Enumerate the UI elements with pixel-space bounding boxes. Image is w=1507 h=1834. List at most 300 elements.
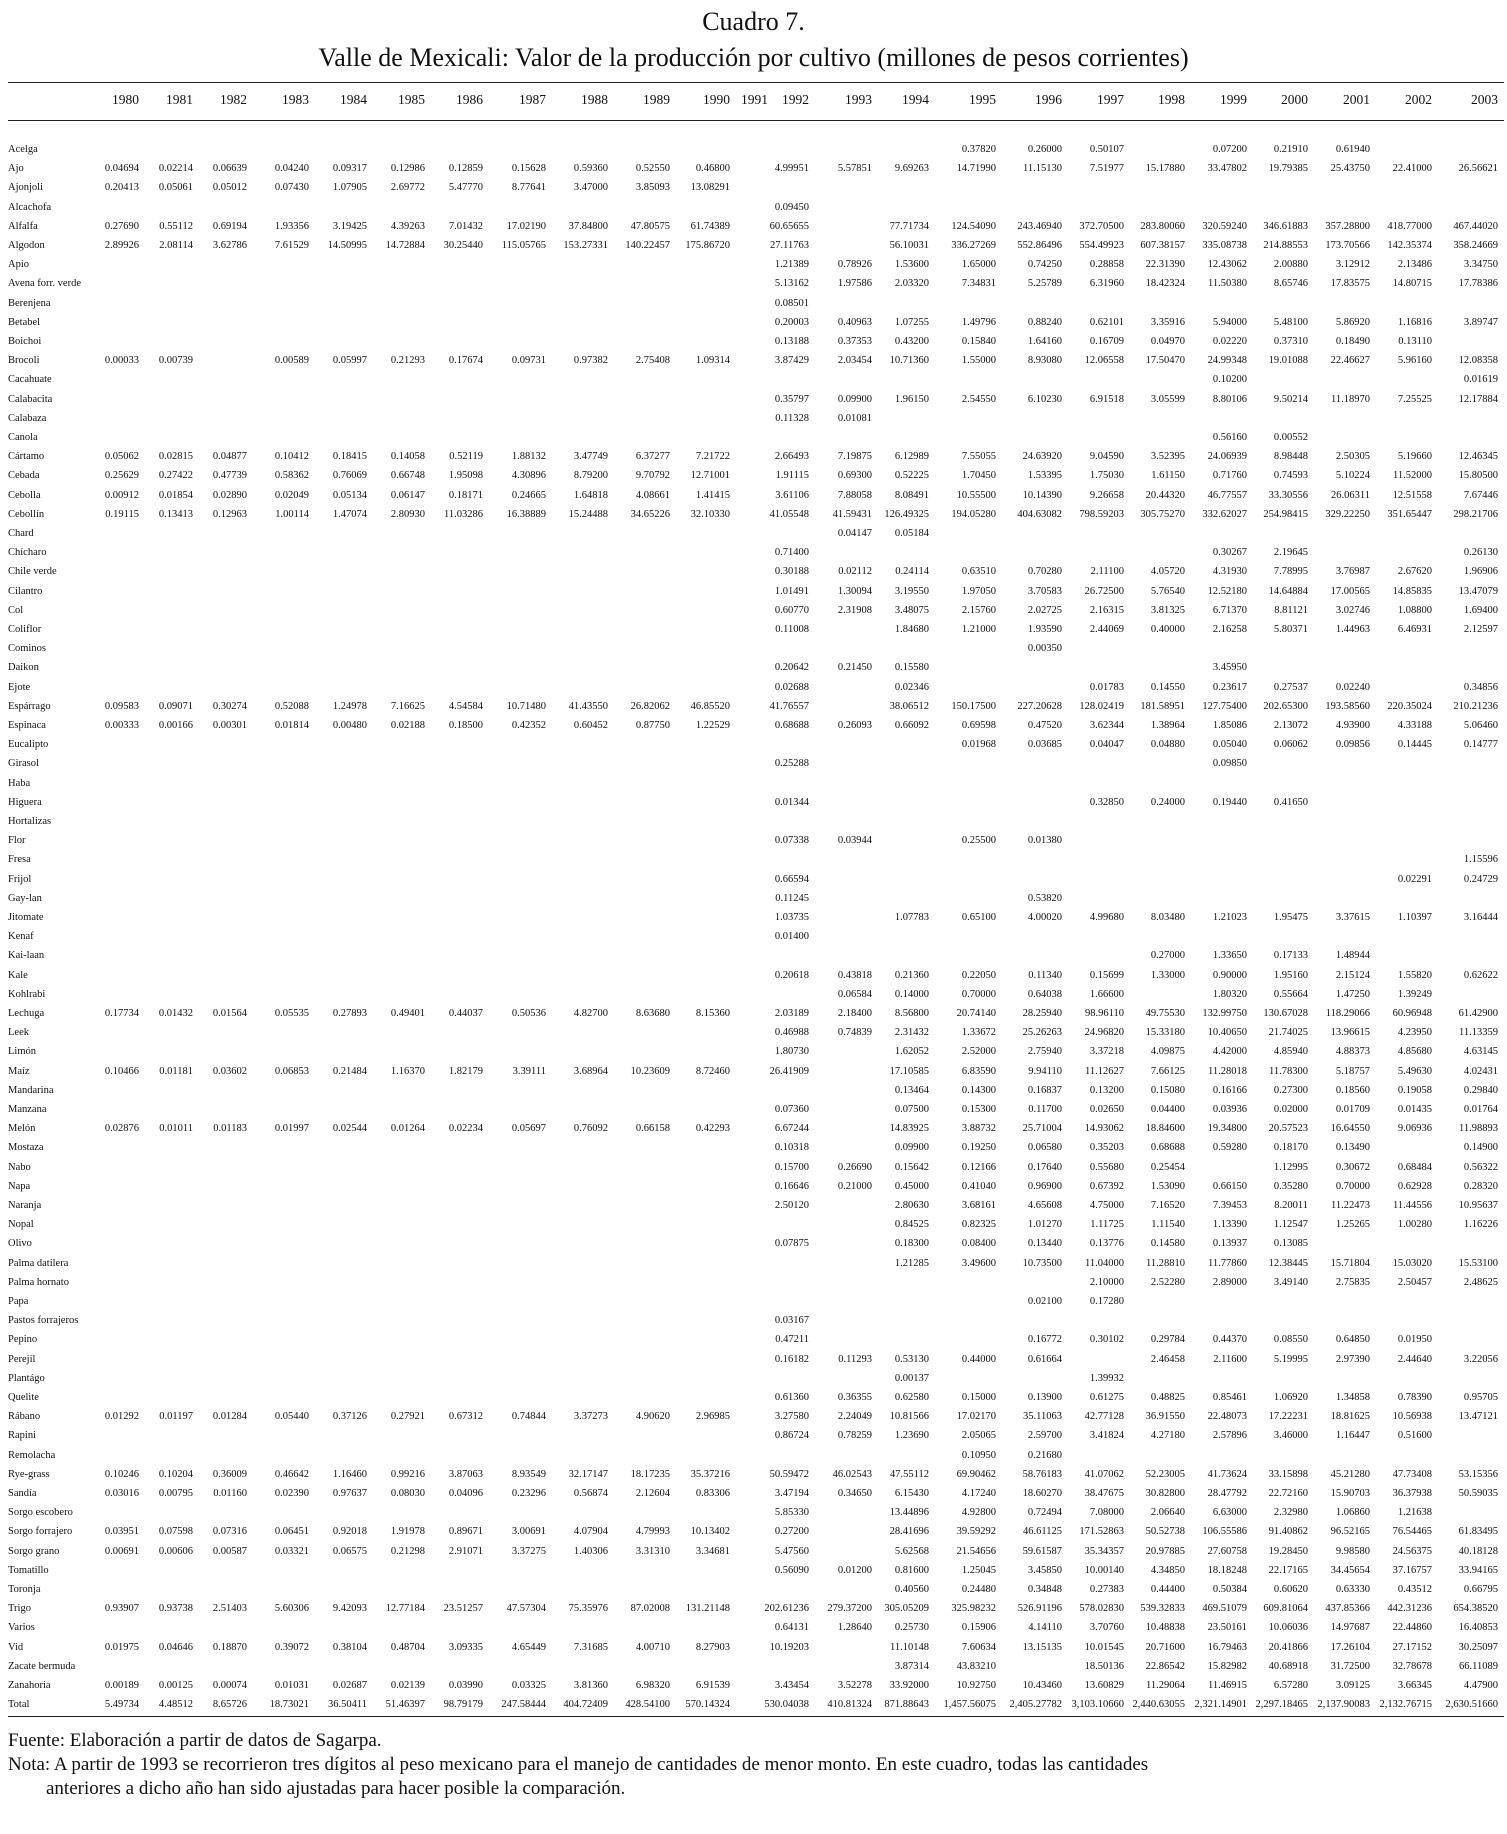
table-cell: 47.73408 (1392, 1468, 1432, 1480)
table-cell: 0.11008 (775, 624, 809, 635)
table-cell: 0.01783 (1089, 681, 1124, 693)
table-cell: 0.27383 (1089, 1584, 1124, 1595)
table-cell: 36.50411 (328, 1699, 367, 1711)
table-cell: 5.62568 (894, 1545, 929, 1557)
table-cell: 5.85330 (774, 1507, 809, 1519)
table-cell: 0.17640 (1027, 1161, 1062, 1173)
table-cell: 0.49401 (390, 1008, 425, 1019)
table-cell: 60.65655 (769, 220, 809, 232)
table-cell: 10.56938 (1392, 1411, 1432, 1423)
table-cell: 28.25940 (1022, 1008, 1062, 1019)
table-cell: 0.70000 (1335, 1180, 1370, 1192)
table-cell: 1.84680 (894, 624, 929, 635)
table-cell: 14.93062 (1084, 1123, 1124, 1135)
table-cell: 3.09335 (448, 1641, 483, 1653)
table-cell: 1.82179 (448, 1065, 483, 1077)
table-cell: 18.18248 (1207, 1564, 1247, 1576)
table-cell: 0.37353 (837, 336, 872, 347)
column-header-year: 1992 (782, 92, 809, 107)
table-cell: 0.01564 (212, 1008, 247, 1019)
table-cell: 2.03189 (774, 1008, 809, 1019)
table-cell: 0.52550 (635, 163, 670, 175)
table-cell: 12.43062 (1207, 259, 1247, 271)
table-cell: 26.06311 (1331, 489, 1370, 501)
table-cell: 3.05599 (1150, 393, 1185, 405)
table-cell: 10.00140 (1084, 1564, 1124, 1576)
table-cell: 14.83925 (889, 1123, 929, 1135)
table-cell: 4.99951 (774, 163, 809, 175)
table-cell: 7.25525 (1397, 393, 1432, 405)
table-cell: 1.53395 (1027, 470, 1062, 482)
table-cell: 798.59203 (1079, 508, 1124, 520)
table-cell: 0.04147 (837, 528, 872, 539)
table-cell: 1.34858 (1335, 1392, 1370, 1403)
table-cell: 22.46627 (1330, 355, 1370, 367)
table-cell: 0.16772 (1027, 1334, 1062, 1346)
table-cell: 0.10204 (158, 1468, 193, 1480)
table-cell: 2.75940 (1027, 1046, 1062, 1058)
table-cell: 20.41866 (1268, 1641, 1308, 1653)
table-cell: 0.38104 (332, 1641, 367, 1653)
table-cell: 56.10031 (889, 240, 929, 251)
table-cell: 21.54656 (956, 1545, 996, 1557)
table-cell: 0.04694 (104, 163, 139, 175)
table-cell: 11.77860 (1208, 1257, 1247, 1269)
table-cell: 4.85680 (1397, 1046, 1432, 1058)
row-label-crop: Kohlrabi (8, 988, 46, 1000)
table-cell: 4.09875 (1150, 1046, 1185, 1058)
table-cell: 0.46800 (695, 163, 730, 175)
table-cell: 1,457.56075 (943, 1699, 996, 1711)
table-cell: 61.42900 (1458, 1008, 1498, 1019)
table-cell: 41.07062 (1084, 1468, 1124, 1480)
row-label-crop: Olivo (8, 1238, 32, 1250)
table-cell: 0.10950 (961, 1449, 996, 1461)
row-label-crop: Tomatillo (8, 1564, 49, 1576)
table-cell: 5.25789 (1027, 278, 1062, 290)
table-cell: 4.08661 (635, 489, 670, 501)
table-cell: 8.77641 (511, 182, 546, 194)
table-cell: 1.80730 (774, 1046, 809, 1058)
table-cell: 526.91196 (1017, 1603, 1062, 1615)
table-cell: 0.07430 (274, 182, 309, 194)
table-cell: 0.11245 (775, 892, 809, 904)
table-cell: 404.63082 (1017, 508, 1062, 520)
table-cell: 0.21680 (1027, 1449, 1062, 1461)
table-cell: 35.11063 (1023, 1411, 1062, 1423)
row-label-crop: Napa (8, 1180, 31, 1192)
row-label-crop: Vid (8, 1641, 24, 1653)
table-cell: 0.67312 (448, 1411, 483, 1423)
table-cell: 0.48825 (1150, 1392, 1185, 1403)
table-cell: 0.19115 (105, 508, 139, 520)
row-label-crop: Ejote (8, 681, 31, 693)
row-label-crop: Calabacita (8, 393, 53, 405)
table-cell: 17.22231 (1268, 1411, 1308, 1423)
table-cell: 193.58560 (1325, 700, 1370, 712)
table-cell: 10.19203 (769, 1641, 809, 1653)
table-cell: 0.00301 (212, 720, 247, 731)
table-cell: 654.38520 (1453, 1603, 1498, 1615)
table-cell: 3.34681 (695, 1545, 730, 1557)
table-cell: 118.29066 (1325, 1008, 1370, 1019)
table-cell: 554.49923 (1079, 240, 1124, 251)
table-cell: 0.63510 (961, 566, 996, 578)
row-label-crop: Ajo (8, 163, 24, 175)
table-cell: 283.80060 (1140, 220, 1185, 232)
table-cell: 0.76092 (573, 1123, 608, 1135)
table-cell: 0.59280 (1212, 1142, 1247, 1154)
note-text-continued: anteriores a dicho año han sido ajustadas para hacer posible la comparación. (46, 1778, 626, 1799)
table-cell: 11.12627 (1085, 1065, 1124, 1077)
table-cell: 2.51403 (212, 1603, 247, 1615)
table-cell: 22.44860 (1392, 1622, 1432, 1634)
table-cell: 372.70500 (1079, 220, 1124, 232)
table-cell: 0.13200 (1089, 1084, 1124, 1096)
table-cell: 2.16258 (1212, 624, 1247, 635)
table-cell: 0.02000 (1273, 1104, 1308, 1115)
table-cell: 0.88240 (1027, 316, 1062, 328)
table-cell: 871.88643 (884, 1699, 929, 1711)
table-cell: 18.50136 (1084, 1660, 1124, 1672)
row-label-crop: Rapini (8, 1430, 36, 1442)
table-cell: 3.48075 (894, 604, 929, 616)
row-label-crop: Chícharo (8, 547, 47, 559)
table-cell: 0.52088 (274, 700, 309, 712)
top-rule (8, 82, 1504, 83)
table-cell: 0.06147 (390, 489, 425, 501)
table-cell: 2.06640 (1150, 1507, 1185, 1519)
table-cell: 0.24729 (1463, 873, 1498, 885)
table-cell: 0.00912 (104, 489, 139, 501)
table-cell: 4.93900 (1335, 720, 1370, 731)
table-cell: 4.82700 (573, 1008, 608, 1019)
table-cell: 38.06512 (889, 700, 929, 712)
table-cell: 0.00350 (1027, 643, 1062, 655)
table-cell: 4.92800 (961, 1507, 996, 1519)
table-cell: 1.13390 (1212, 1219, 1247, 1231)
table-cell: 0.00587 (212, 1545, 247, 1557)
table-cell: 0.12963 (212, 508, 247, 520)
table-cell: 214.88553 (1263, 240, 1308, 251)
table-cell: 3.66345 (1397, 1680, 1432, 1691)
table-cell: 6.67244 (774, 1123, 809, 1135)
table-cell: 11.04000 (1085, 1257, 1124, 1269)
table-cell: 0.25288 (774, 758, 809, 770)
table-cell: 0.18300 (894, 1238, 929, 1250)
table-cell: 609.81064 (1263, 1603, 1308, 1615)
table-cell: 115.05765 (501, 240, 546, 251)
table-cell: 0.24665 (511, 489, 546, 501)
table-cell: 0.99216 (390, 1468, 425, 1480)
table-cell: 0.15628 (511, 163, 546, 175)
table-cell: 3.02746 (1335, 604, 1370, 616)
table-cell: 35.37216 (690, 1468, 730, 1480)
table-cell: 0.15906 (961, 1622, 996, 1634)
table-cell: 5.60306 (274, 1603, 309, 1615)
table-cell: 0.61360 (774, 1392, 809, 1403)
table-cell: 0.27000 (1150, 950, 1185, 962)
table-cell: 1.95098 (448, 470, 483, 482)
table-title: Valle de Mexicali: Valor de la producción por cultivo (millones de pesos corrientes) (318, 43, 1189, 72)
table-cell: 0.52225 (894, 470, 929, 482)
row-label-crop: Fresa (8, 854, 31, 866)
row-label-crop: Ajonjoli (8, 182, 44, 194)
table-cell: 16.40853 (1458, 1622, 1498, 1634)
table-cell: 202.61236 (764, 1603, 809, 1615)
table-cell: 5.94000 (1212, 316, 1247, 328)
table-cell: 0.14580 (1150, 1238, 1185, 1250)
note-text: Nota: A partir de 1993 se recorrieron tres dígitos al peso mexicano para el manejo de cantidades de menor monto. En este cuadro, todas las cantidades (8, 1754, 1149, 1775)
table-cell: 3.62344 (1089, 720, 1124, 731)
table-cell: 6.12989 (894, 451, 929, 463)
table-cell: 5.47770 (448, 182, 483, 194)
table-cell: 4.42000 (1212, 1046, 1247, 1058)
table-cell: 37.84800 (568, 220, 608, 232)
table-cell: 0.10200 (1212, 374, 1247, 386)
table-cell: 0.61275 (1089, 1392, 1124, 1403)
table-cell: 33.15898 (1268, 1468, 1308, 1480)
table-cell: 6.15430 (894, 1488, 929, 1499)
table-cell: 2.15760 (961, 604, 996, 616)
table-cell: 1.07905 (332, 182, 367, 194)
row-label-crop: Cacahuate (8, 374, 52, 386)
table-cell: 3.49600 (961, 1257, 996, 1269)
row-label-crop: Limón (8, 1046, 36, 1058)
table-cell: 77.71734 (889, 220, 929, 232)
table-cell: 0.15000 (961, 1392, 996, 1403)
table-cell: 0.18490 (1335, 336, 1370, 347)
table-cell: 0.27422 (158, 470, 193, 482)
table-cell: 0.16166 (1212, 1084, 1247, 1096)
table-cell: 0.04240 (274, 163, 309, 175)
row-label-crop: Frijol (8, 873, 32, 885)
table-cell: 0.04646 (158, 1641, 193, 1653)
table-cell: 1.15596 (1463, 854, 1498, 866)
table-cell: 0.09900 (837, 393, 872, 405)
table-cell: 96.52165 (1330, 1526, 1370, 1538)
column-header-year: 1991 (741, 92, 768, 107)
table-cell: 227.20628 (1017, 700, 1062, 712)
table-cell: 0.16646 (774, 1180, 809, 1192)
table-cell: 539.32833 (1140, 1603, 1185, 1615)
table-cell: 106.55586 (1202, 1526, 1247, 1538)
table-cell: 7.67446 (1463, 489, 1498, 501)
table-cell: 59.61587 (1022, 1545, 1062, 1557)
table-cell: 0.66150 (1212, 1180, 1247, 1192)
row-label-crop: Kenaf (8, 931, 34, 943)
table-cell: 0.12859 (448, 163, 483, 175)
column-header-year: 2000 (1281, 92, 1308, 107)
table-cell: 0.44370 (1212, 1334, 1247, 1346)
table-cell: 0.10466 (104, 1065, 139, 1077)
table-cell: 0.26130 (1463, 547, 1498, 559)
table-cell: 0.03951 (104, 1526, 139, 1538)
table-cell: 0.01764 (1463, 1104, 1498, 1115)
table-cell: 24.06939 (1207, 451, 1247, 463)
table-cell: 0.92018 (332, 1526, 367, 1538)
table-cell: 3.70760 (1089, 1622, 1124, 1634)
table-cell: 0.01432 (158, 1008, 193, 1019)
table-cell: 3.46000 (1273, 1430, 1308, 1442)
table-cell: 16.64550 (1330, 1123, 1370, 1135)
row-label-crop: Alfalfa (8, 220, 38, 232)
table-cell: 1.40306 (573, 1545, 608, 1557)
table-cell: 0.01975 (104, 1641, 139, 1653)
table-cell: 11.44556 (1393, 1200, 1432, 1211)
table-cell: 10.13402 (690, 1526, 730, 1538)
table-cell: 0.02544 (332, 1123, 367, 1135)
table-cell: 442.31236 (1387, 1603, 1432, 1615)
table-cell: 2.19645 (1273, 547, 1308, 559)
table-cell: 0.05061 (158, 182, 193, 194)
table-cell: 0.71400 (774, 547, 809, 559)
table-cell: 3.19550 (894, 585, 929, 597)
table-cell: 2.11100 (1090, 566, 1124, 578)
table-cell: 410.81324 (827, 1699, 872, 1711)
table-cell: 0.27921 (390, 1411, 425, 1423)
table-cell: 0.02688 (774, 681, 809, 693)
table-cell: 0.01380 (1027, 835, 1062, 847)
table-cell: 0.53820 (1027, 892, 1062, 904)
table-cell: 17.78386 (1458, 278, 1498, 290)
table-cell: 0.64038 (1027, 988, 1062, 1000)
table-cell: 41.05548 (769, 508, 809, 520)
table-cell: 35.34357 (1084, 1545, 1124, 1557)
table-cell: 4.79993 (635, 1526, 670, 1538)
table-cell: 0.08400 (961, 1238, 996, 1250)
table-cell: 17.50470 (1145, 355, 1185, 367)
table-cell: 0.37126 (332, 1411, 367, 1423)
table-cell: 3.12912 (1335, 259, 1370, 271)
table-cell: 1.48944 (1335, 950, 1370, 962)
table-cell: 0.15080 (1150, 1084, 1185, 1096)
table-cell: 0.14058 (390, 451, 425, 463)
table-cell: 3.47749 (573, 451, 608, 463)
table-cell: 5.80371 (1273, 624, 1308, 635)
table-cell: 0.05134 (332, 489, 367, 501)
table-cell: 2.03320 (894, 278, 929, 290)
table-cell: 2.05065 (961, 1430, 996, 1442)
table-cell: 0.68688 (1150, 1142, 1185, 1154)
table-cell: 26.41909 (769, 1065, 809, 1077)
table-cell: 0.14550 (1150, 681, 1185, 693)
table-cell: 4.54584 (448, 700, 483, 712)
table-cell: 0.21450 (837, 662, 872, 674)
table-cell: 6.83590 (961, 1065, 996, 1077)
table-cell: 0.30102 (1089, 1334, 1124, 1346)
table-cell: 1.49796 (961, 316, 996, 328)
table-cell: 11.98893 (1459, 1123, 1498, 1135)
table-cell: 5.47560 (774, 1545, 809, 1557)
table-cell: 175.86720 (685, 240, 730, 251)
table-cell: 0.66594 (774, 873, 809, 885)
table-cell: 0.69300 (837, 470, 872, 482)
table-cell: 3.47194 (774, 1488, 809, 1499)
table-cell: 0.06575 (332, 1545, 367, 1557)
row-label-crop: Espárrago (8, 700, 51, 712)
table-cell: 11.03286 (444, 508, 483, 520)
table-cell: 3.52395 (1150, 451, 1185, 463)
table-cell: 26.72500 (1084, 585, 1124, 597)
table-cell: 1.53090 (1150, 1180, 1185, 1192)
table-cell: 0.56090 (774, 1564, 809, 1576)
table-cell: 0.14300 (961, 1084, 996, 1096)
table-cell: 0.25454 (1150, 1161, 1185, 1173)
table-cell: 46.02543 (832, 1468, 872, 1480)
table-cell: 1.66600 (1089, 988, 1124, 1000)
table-cell: 2.66493 (774, 451, 809, 463)
table-cell: 0.01292 (104, 1411, 139, 1423)
table-cell: 13.60829 (1084, 1680, 1124, 1691)
table-cell: 19.79385 (1268, 163, 1308, 175)
table-cell: 0.87750 (635, 720, 670, 731)
table-cell: 1.39932 (1089, 1372, 1124, 1384)
row-label-crop: Palma datilera (8, 1257, 69, 1269)
table-cell: 0.09900 (894, 1142, 929, 1154)
row-label-crop: Leek (8, 1027, 29, 1039)
table-cell: 1.93590 (1027, 624, 1062, 635)
table-cell: 128.02419 (1079, 700, 1124, 712)
table-cell: 0.37310 (1273, 336, 1308, 347)
table-cell: 0.78390 (1397, 1392, 1432, 1403)
row-label-crop: Calabaza (8, 412, 47, 424)
table-cell: 26.56621 (1458, 163, 1498, 175)
table-cell: 3.09125 (1335, 1680, 1370, 1691)
table-cell: 36.91550 (1145, 1411, 1185, 1423)
table-cell: 247.58444 (501, 1699, 546, 1711)
row-label-crop: Cilantro (8, 585, 43, 597)
table-cell: 0.03167 (774, 1315, 809, 1327)
table-cell: 60.96948 (1392, 1008, 1432, 1019)
table-cell: 0.06639 (212, 163, 247, 175)
table-cell: 0.21910 (1273, 144, 1308, 155)
table-cell: 0.68484 (1397, 1161, 1432, 1173)
table-cell: 0.27893 (332, 1008, 367, 1019)
table-cell: 1.33000 (1150, 969, 1185, 981)
table-cell: 91.40862 (1268, 1526, 1308, 1538)
table-cell: 17.83575 (1330, 278, 1370, 290)
table-cell: 24.63920 (1022, 451, 1062, 463)
table-cell: 41.73624 (1207, 1468, 1247, 1480)
table-cell: 4.63145 (1463, 1046, 1498, 1058)
table-cell: 2.15124 (1335, 969, 1370, 981)
table-cell: 0.14900 (1463, 1142, 1498, 1154)
table-notes (8, 1729, 1504, 1801)
table-cell: 40.18128 (1458, 1545, 1498, 1557)
table-cell: 22.17165 (1268, 1564, 1308, 1576)
table-cell: 7.61529 (274, 240, 309, 251)
table-cell: 0.11340 (1028, 969, 1062, 981)
column-header-year: 1982 (220, 92, 247, 107)
table-cell: 346.61883 (1263, 220, 1308, 232)
table-cell: 2.31908 (837, 604, 872, 616)
table-cell: 0.00137 (894, 1372, 929, 1384)
table-cell: 0.44400 (1150, 1584, 1185, 1595)
table-cell: 33.92000 (889, 1680, 929, 1691)
table-cell: 51.46397 (385, 1699, 425, 1711)
table-cell: 10.71480 (506, 700, 546, 712)
table-cell: 0.25500 (961, 835, 996, 847)
table-cell: 0.50384 (1212, 1584, 1247, 1595)
table-cell: 8.63680 (635, 1008, 670, 1019)
table-cell: 3.87314 (894, 1660, 929, 1672)
table-cell: 0.42352 (511, 720, 546, 731)
table-cell: 2,137.90083 (1317, 1699, 1370, 1711)
row-label-crop: Toronja (8, 1584, 41, 1595)
table-cell: 0.90000 (1212, 969, 1247, 981)
table-cell: 1.47250 (1335, 988, 1370, 1000)
